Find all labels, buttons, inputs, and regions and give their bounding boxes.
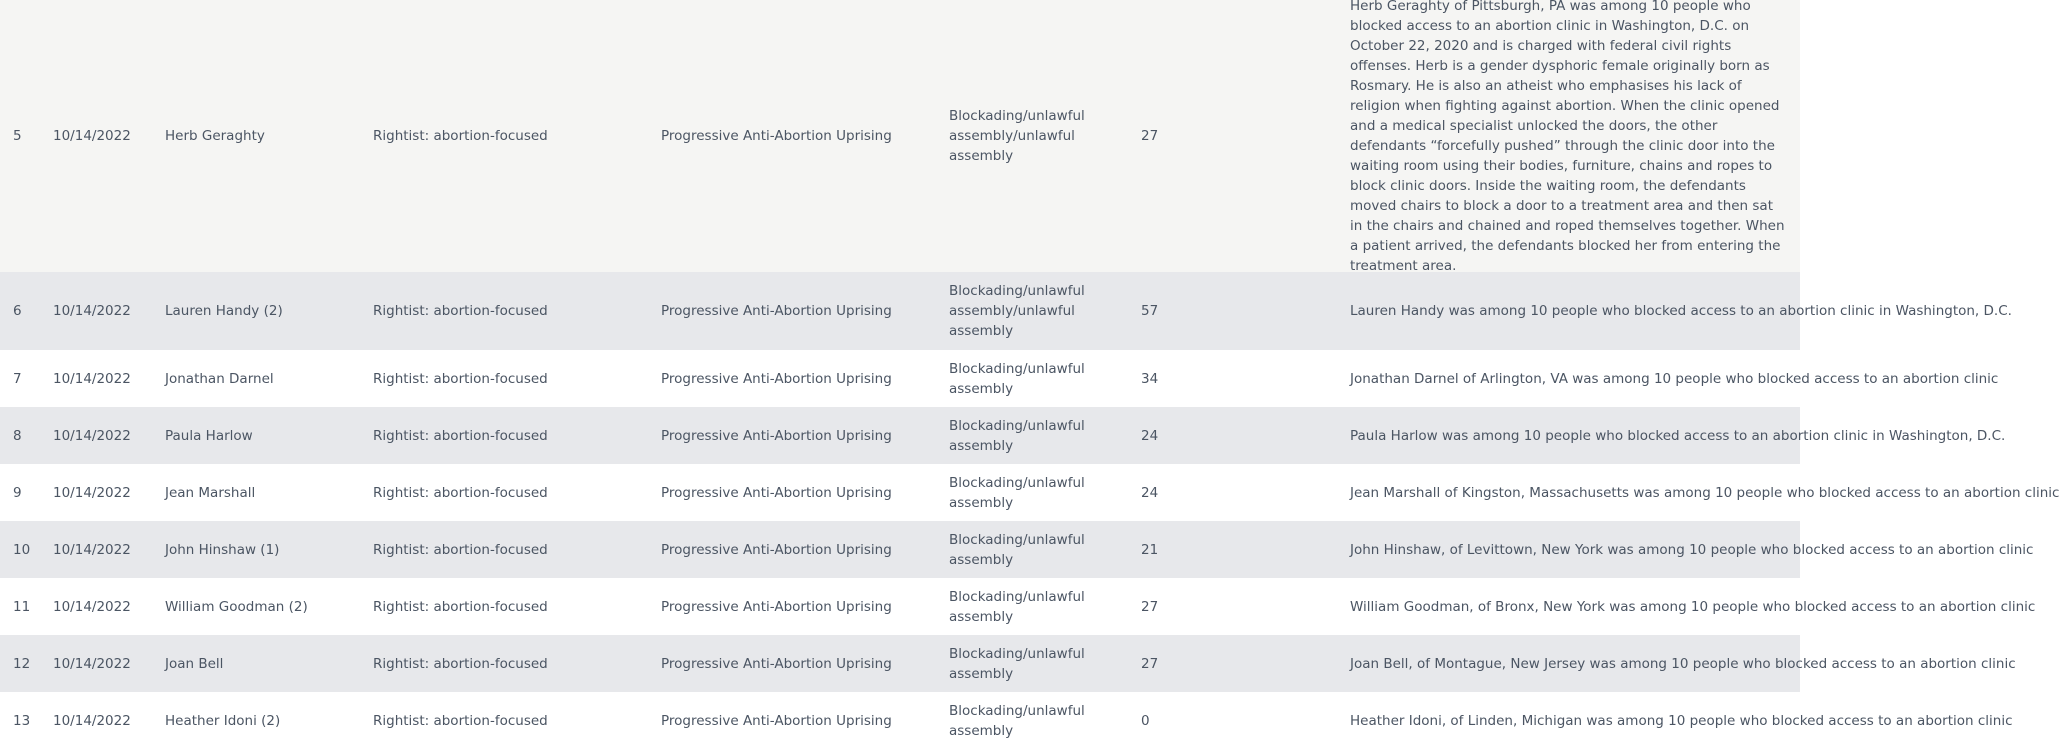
group-cell: Progressive Anti-Abortion Uprising	[661, 427, 892, 444]
ideology-cell: Rightist: abortion-focused	[373, 541, 548, 558]
age-cell: 0	[1141, 712, 1150, 729]
crime-cell: Blockading/unlawful assembly	[949, 588, 1085, 625]
group-cell: Progressive Anti-Abortion Uprising	[661, 303, 892, 319]
ideology-cell: Rightist: abortion-focused	[373, 484, 548, 501]
ideology-cell: Rightist: abortion-focused	[373, 303, 548, 319]
row-number: 7	[13, 370, 22, 387]
date-cell: 10/14/2022	[53, 655, 131, 672]
row-number: 9	[13, 484, 22, 501]
date-cell: 10/14/2022	[53, 303, 131, 319]
description-cell: Jean Marshall of Kingston, Massachusetts was among 10 people who blocked access to an abortion clinic	[1350, 484, 2059, 501]
age-cell: 24	[1141, 484, 1159, 501]
age-cell: 21	[1141, 541, 1159, 558]
name-cell: Jonathan Darnel	[165, 370, 274, 387]
group-cell: Progressive Anti-Abortion Uprising	[661, 655, 892, 672]
crime-cell: Blockading/unlawful assembly	[949, 702, 1085, 739]
table-row[interactable]	[0, 464, 2059, 521]
age-cell: 27	[1141, 128, 1159, 144]
date-cell: 10/14/2022	[53, 712, 131, 729]
age-cell: 27	[1141, 655, 1159, 672]
table-row[interactable]	[0, 521, 2034, 578]
crime-cell: Blockading/unlawful assembly/unlawful assembly	[949, 283, 1085, 339]
name-cell: Joan Bell	[165, 655, 224, 672]
name-cell: Paula Harlow	[165, 427, 253, 444]
ideology-cell: Rightist: abortion-focused	[373, 598, 548, 615]
group-cell: Progressive Anti-Abortion Uprising	[661, 598, 892, 615]
group-cell: Progressive Anti-Abortion Uprising	[661, 712, 892, 729]
age-cell: 24	[1141, 427, 1159, 444]
date-cell: 10/14/2022	[53, 370, 131, 387]
description-cell: Lauren Handy was among 10 people who blocked access to an abortion clinic in Washington, D.C.	[1350, 303, 2012, 319]
age-cell: 27	[1141, 598, 1159, 615]
group-cell: Progressive Anti-Abortion Uprising	[661, 128, 892, 144]
description-cell: William Goodman, of Bronx, New York was among 10 people who blocked access to an abortion clinic	[1350, 598, 2036, 615]
crime-cell: Blockading/unlawful assembly	[949, 531, 1085, 568]
row-number: 13	[13, 712, 31, 729]
date-cell: 10/14/2022	[53, 598, 131, 615]
row-number: 10	[13, 541, 31, 558]
date-cell: 10/14/2022	[53, 541, 131, 558]
date-cell: 10/14/2022	[53, 128, 131, 144]
name-cell: Heather Idoni (2)	[165, 712, 281, 729]
ideology-cell: Rightist: abortion-focused	[373, 712, 548, 729]
crime-cell: Blockading/unlawful assembly	[949, 417, 1085, 454]
name-cell: William Goodman (2)	[165, 598, 308, 615]
table-row[interactable]	[0, 0, 1800, 272]
name-cell: Herb Geraghty	[165, 128, 265, 144]
date-cell: 10/14/2022	[53, 484, 131, 501]
name-cell: Lauren Handy (2)	[165, 303, 283, 319]
ideology-cell: Rightist: abortion-focused	[373, 427, 548, 444]
description-cell: Heather Idoni, of Linden, Michigan was among 10 people who blocked access to an abortion clinic	[1350, 712, 2013, 729]
description-cell: Paula Harlow was among 10 people who blocked access to an abortion clinic in Washington, D.C.	[1350, 427, 2006, 444]
description-cell: Joan Bell, of Montague, New Jersey was among 10 people who blocked access to an abortion clinic	[1350, 655, 2016, 672]
age-cell: 34	[1141, 370, 1159, 387]
crime-cell: Blockading/unlawful assembly	[949, 645, 1085, 682]
crime-cell: Blockading/unlawful assembly	[949, 474, 1085, 511]
table-row[interactable]	[0, 350, 1999, 407]
table-row[interactable]	[0, 272, 2012, 350]
description-cell: Herb Geraghty of Pittsburgh, PA was among 10 people who blocked access to an abortion clinic in Washington, D.C. on October 22, 2020 and is charged with federal civil rights offenses. Herb is a gender dysphoric female originally born as Rosmary. He is also an atheist who emphasises his lack of religion when fighting against abortion. When the clinic opened and a medical specialist unlocked the doors, the other defendants “forcefully pushed” through the clinic door into the waiting room using their bodies, furniture, chains and ropes to block clinic doors. Inside the waiting room, the defendants moved chairs to block a door to a treatment area and then sat in the chairs and chained and roped themselves together. When a patient arrived, the defendants blocked her from entering the treatment area.	[1350, 0, 1785, 274]
age-cell: 57	[1141, 303, 1159, 319]
group-cell: Progressive Anti-Abortion Uprising	[661, 541, 892, 558]
ideology-cell: Rightist: abortion-focused	[373, 655, 548, 672]
group-cell: Progressive Anti-Abortion Uprising	[661, 370, 892, 387]
name-cell: Jean Marshall	[165, 484, 256, 501]
ideology-cell: Rightist: abortion-focused	[373, 128, 548, 144]
date-cell: 10/14/2022	[53, 427, 131, 444]
description-cell: Jonathan Darnel of Arlington, VA was among 10 people who blocked access to an abortion clinic	[1350, 370, 1999, 387]
ideology-cell: Rightist: abortion-focused	[373, 370, 548, 387]
table-row[interactable]	[0, 635, 2016, 692]
row-number: 6	[13, 303, 22, 319]
row-number: 12	[13, 655, 31, 672]
row-number: 5	[13, 128, 22, 144]
crime-cell: Blockading/unlawful assembly	[949, 360, 1085, 397]
name-cell: John Hinshaw (1)	[165, 541, 280, 558]
table-row[interactable]	[0, 692, 2013, 749]
group-cell: Progressive Anti-Abortion Uprising	[661, 484, 892, 501]
row-number: 8	[13, 427, 22, 444]
table-row[interactable]	[0, 407, 2006, 464]
description-cell: John Hinshaw, of Levittown, New York was among 10 people who blocked access to an abortion clinic	[1350, 541, 2034, 558]
row-number: 11	[13, 598, 31, 615]
table-row[interactable]	[0, 578, 2036, 635]
crime-cell: Blockading/unlawful assembly/unlawful assembly	[949, 108, 1085, 164]
